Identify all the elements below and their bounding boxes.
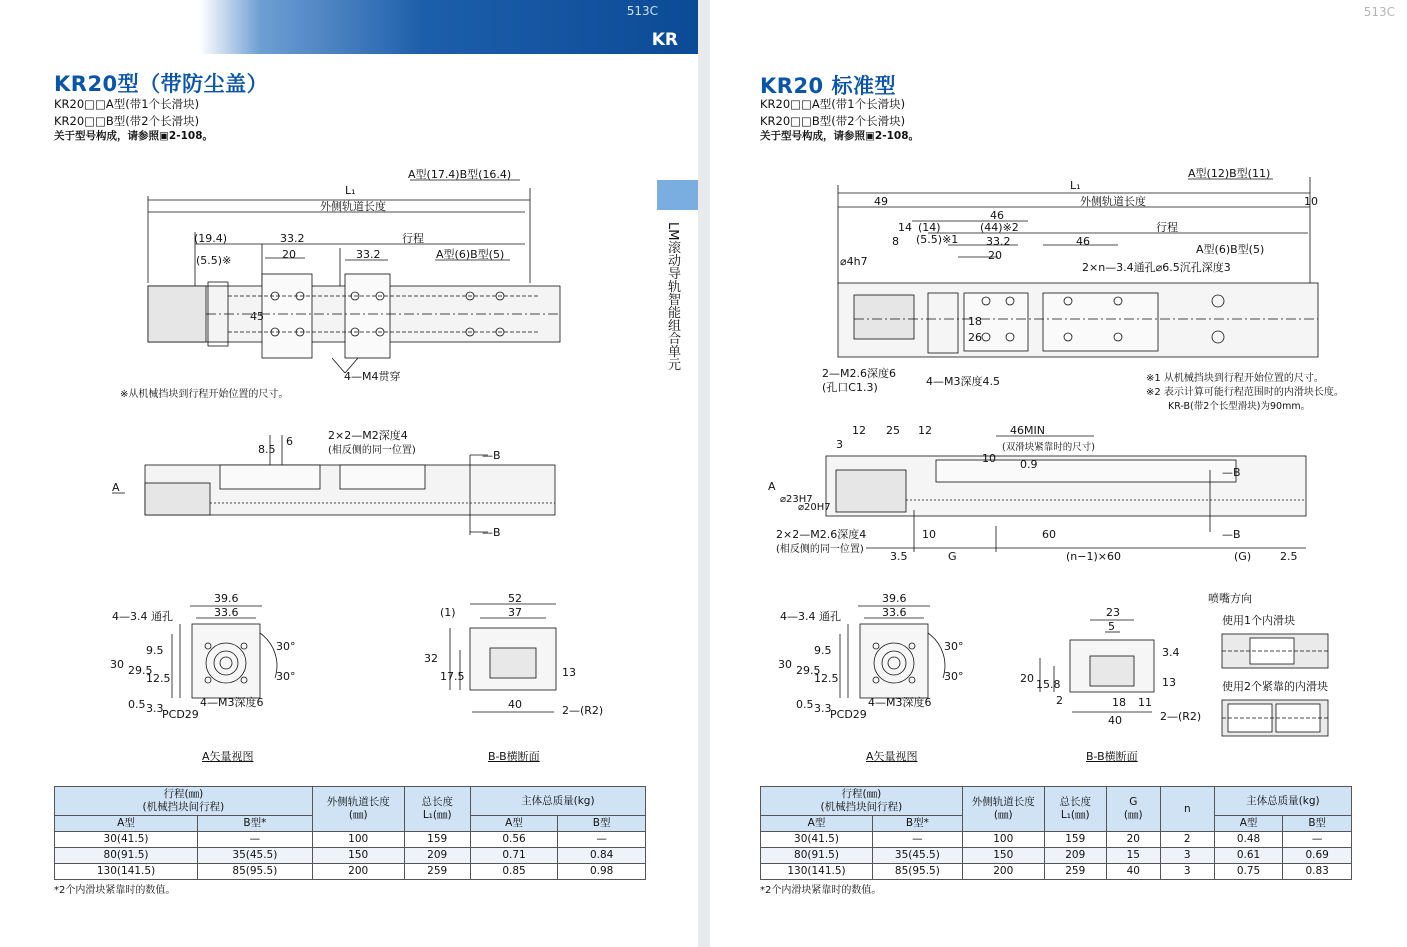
cell: 100: [962, 832, 1044, 848]
cell: 0.69: [1283, 848, 1352, 864]
cell: —: [1283, 832, 1352, 848]
spec-table: [760, 786, 1352, 880]
dim-m3: 4—M3深度4.5: [926, 375, 1000, 388]
plan-view-drawing: [818, 165, 1338, 395]
cell: 0.98: [558, 864, 646, 880]
right-page: [710, 0, 1407, 947]
b-dim-37: 37: [508, 606, 522, 619]
dim-ab-end: A型(17.4)B型(16.4): [408, 168, 512, 181]
a-dim-9-5: 9.5: [814, 644, 832, 657]
table-row: [761, 832, 1352, 848]
cell: 130(141.5): [55, 864, 198, 880]
cell: 15: [1106, 848, 1160, 864]
a-dim-30: 30: [110, 658, 124, 671]
b-dim-5: 5: [1108, 620, 1115, 633]
dim-rail-length: 外侧轨道长度: [1080, 195, 1146, 208]
cell: 85(95.5): [873, 864, 963, 880]
b-dim-18: 18: [1112, 696, 1126, 709]
b-dim-11: 11: [1138, 696, 1152, 709]
cell: 159: [404, 832, 470, 848]
dim-m2-holes: 2×2—M2深度4: [328, 429, 408, 442]
b-dim-40: 40: [508, 698, 522, 711]
a-dim-30: 30: [778, 658, 792, 671]
a-view-drawing: [100, 588, 310, 738]
cell: 0.71: [470, 848, 558, 864]
side-dim-2-5: 2.5: [1280, 550, 1298, 563]
section-b-bottom: —B: [482, 526, 501, 539]
table-footnote: *2个内滑块紧靠时的数值。: [760, 885, 882, 896]
cell: 200: [962, 864, 1044, 880]
a-dim-angle-2: 30°: [276, 670, 296, 683]
dim-46: 46: [1076, 235, 1090, 248]
th-mass-b: B型: [1283, 816, 1352, 832]
header-bar: [200, 0, 698, 54]
cell: 259: [1044, 864, 1106, 880]
cell: 0.48: [1214, 832, 1283, 848]
th-total-unit: L₁(㎜): [422, 809, 452, 821]
subtitle-b: KR20□□B型(带2个长滑块): [760, 114, 906, 128]
cell: 30(41.5): [761, 832, 873, 848]
dim-19-4: (19.4): [194, 232, 228, 245]
cell: 150: [962, 848, 1044, 864]
b-dim-r2: 2—(R2): [1160, 710, 1202, 723]
cell: 0.75: [1214, 864, 1283, 880]
nozzle-one-drawing: [1220, 630, 1330, 672]
cell: 2: [1160, 832, 1214, 848]
a-dim-through-hole: 4—3.4 通孔: [112, 610, 173, 623]
side-dim-20h7: ⌀20H7: [798, 502, 831, 513]
cell: 0.61: [1214, 848, 1283, 864]
cell: 259: [404, 864, 470, 880]
dim-m4: 4—M4贯穿: [344, 370, 401, 383]
b-dim-20: 20: [1020, 672, 1034, 685]
dim-counterbore: 2×n—3.4通孔⌀6.5沉孔深度3: [1082, 261, 1231, 274]
side-dim-10b: 10: [922, 528, 936, 541]
dim-rail-length: 外侧轨道长度: [320, 200, 386, 213]
nozzle-two-label: 使用2个紧靠的内滑块: [1222, 680, 1328, 693]
dim-l1: L₁: [1070, 179, 1081, 192]
b-dim-52: 52: [508, 592, 522, 605]
cell: 35(45.5): [198, 848, 313, 864]
th-stroke-label: 行程(㎜): [163, 788, 204, 800]
b-dim-1: (1): [440, 606, 456, 619]
a-dim-m3: 4—M3深度6: [200, 696, 264, 709]
b-dim-r2: 2—(R2): [562, 704, 604, 717]
cell: 3: [1160, 848, 1214, 864]
a-dim-12-5: 12.5: [814, 672, 839, 685]
b-dim-2: 2: [1056, 694, 1063, 707]
side-dim-25: 25: [886, 424, 900, 437]
a-dim-33-6: 33.6: [882, 606, 907, 619]
dim-stroke: 行程: [1156, 221, 1178, 234]
th-mass: 主体总质量(kg): [470, 787, 645, 816]
side-dim-60: 60: [1042, 528, 1056, 541]
a-dim-pcd29: PCD29: [830, 708, 867, 721]
model-reference: 关于型号构成，请参照▣2-108。: [760, 130, 920, 142]
dim-45: 45: [250, 310, 264, 323]
view-arrow-a: A: [768, 480, 776, 493]
th-rail: [962, 787, 1044, 832]
side-dim-12a: 12: [852, 424, 866, 437]
th-stroke-a: A型: [761, 816, 873, 832]
a-dim-pcd29: PCD29: [162, 708, 199, 721]
cell: 0.56: [470, 832, 558, 848]
b-dim-32: 32: [424, 652, 438, 665]
cell: 30(41.5): [55, 832, 198, 848]
dim-ab-start: A型(6)B型(5): [436, 248, 505, 261]
b-dim-23: 23: [1106, 606, 1120, 619]
a-dim-through-hole: 4—3.4 通孔: [780, 610, 841, 623]
dim-33-2-a: 33.2: [280, 232, 305, 245]
th-stroke-b: B型*: [198, 816, 313, 832]
th-rail-unit: (㎜): [348, 809, 368, 821]
cell: 0.84: [558, 848, 646, 864]
left-page: [0, 0, 698, 947]
th-rail-unit: (㎜): [993, 809, 1013, 821]
th-stroke-label: 行程(㎜): [841, 788, 882, 800]
a-dim-3-3: 3.3: [146, 702, 164, 715]
a-dim-39-6: 39.6: [882, 592, 907, 605]
side-dim-12b: 12: [918, 424, 932, 437]
th-rail-label: 外侧轨道长度: [326, 796, 390, 808]
cell: 209: [404, 848, 470, 864]
dim-49: 49: [874, 195, 888, 208]
dim-stroke: 行程: [402, 232, 424, 245]
side-dim-g-paren: (G): [1234, 550, 1252, 563]
dim-m2-opposite: (相反侧的同一位置): [328, 445, 416, 456]
a-dim-12-5: 12.5: [146, 672, 171, 685]
th-mass-b: B型: [558, 816, 646, 832]
b-dim-15-8: 15.8: [1036, 678, 1061, 691]
table-row: [55, 832, 646, 848]
dim-5-5: (5.5)※1: [916, 233, 959, 246]
dim-14: 14: [898, 221, 912, 234]
side-dim-opposite: (相反侧的同一位置): [776, 544, 864, 555]
side-dim-3-5: 3.5: [890, 550, 908, 563]
a-view-caption: A矢量视图: [202, 750, 254, 763]
plan-note-1: ※1 从机械挡块到行程开始位置的尺寸。: [1146, 373, 1324, 384]
model-reference: 关于型号构成，请参照▣2-108。: [54, 130, 214, 142]
table-row: [55, 848, 646, 864]
nozzle-two-drawing: [1220, 696, 1330, 742]
dim-20: 20: [282, 248, 296, 261]
section-b-bottom: —B: [1222, 528, 1241, 541]
dim-l1: L₁: [345, 184, 356, 197]
dim-ab-end: A型(12)B型(11): [1188, 167, 1271, 180]
cell: 130(141.5): [761, 864, 873, 880]
a-dim-angle-1: 30°: [276, 640, 296, 653]
table-row: [761, 848, 1352, 864]
cell: —: [198, 832, 313, 848]
th-mass-a: A型: [470, 816, 558, 832]
side-dim-10: 10: [982, 452, 996, 465]
cell: —: [873, 832, 963, 848]
bb-caption: B-B横断面: [1086, 750, 1138, 763]
subtitle-a: KR20□□A型(带1个长滑块): [54, 97, 200, 111]
a-dim-39-6: 39.6: [214, 592, 239, 605]
dim-6: 6: [286, 435, 293, 448]
subtitle-a: KR20□□A型(带1个长滑块): [760, 97, 906, 111]
page-gutter: [698, 0, 710, 947]
bb-section-drawing: [410, 590, 610, 730]
side-dim-46min: 46MIN: [1010, 424, 1045, 437]
cell: 0.83: [1283, 864, 1352, 880]
th-stroke: [55, 787, 313, 816]
page-code: 513C: [1363, 5, 1395, 19]
bb-section-drawing: [1010, 600, 1210, 740]
a-dim-9-5: 9.5: [146, 644, 164, 657]
side-view-drawing: [766, 420, 1326, 570]
cell: 3: [1160, 864, 1214, 880]
cell: 209: [1044, 848, 1106, 864]
side-label: LM滚动导轨智能组合单元: [665, 222, 680, 371]
cell: —: [558, 832, 646, 848]
a-dim-0-5: 0.5: [796, 698, 814, 711]
plan-note-2: ※2 表示计算可能行程范围时的内滑块长度。: [1146, 387, 1344, 398]
b-dim-40: 40: [1108, 714, 1122, 727]
side-dim-pitch: (n−1)×60: [1066, 550, 1121, 563]
cell: 85(95.5): [198, 864, 313, 880]
th-stroke-a: A型: [55, 816, 198, 832]
cell: 159: [1044, 832, 1106, 848]
dim-26: 26: [968, 331, 982, 344]
page-title: KR20型（带防尘盖）: [54, 72, 269, 96]
th-mass: 主体总质量(kg): [1214, 787, 1351, 816]
cell: 80(91.5): [55, 848, 198, 864]
th-total-label: 总长度: [421, 796, 453, 808]
th-total-label: 总长度: [1059, 796, 1092, 808]
dim-46-top: 46: [990, 209, 1004, 222]
cell: 150: [312, 848, 404, 864]
b-dim-3-4: 3.4: [1162, 646, 1180, 659]
side-dim-0-9: 0.9: [1020, 458, 1038, 471]
side-dim-g: G: [948, 550, 957, 563]
th-n: n: [1160, 787, 1214, 832]
a-dim-m3: 4—M3深度6: [868, 696, 932, 709]
th-total: [1044, 787, 1106, 832]
dim-44: (44)※2: [980, 221, 1019, 234]
plan-view-drawing: [120, 168, 570, 398]
nozzle-one-label: 使用1个内滑块: [1222, 614, 1295, 627]
cell: 100: [312, 832, 404, 848]
view-arrow-a: A: [112, 481, 120, 494]
th-stroke-sub: (机械挡块间行程): [820, 801, 903, 813]
page-title: KR20 标准型: [760, 74, 896, 98]
dim-10: 10: [1304, 195, 1318, 208]
page-code: 513C: [626, 4, 658, 18]
th-rail-label: 外侧轨道长度: [971, 796, 1035, 808]
a-dim-33-6: 33.6: [214, 606, 239, 619]
series-tag: KR: [651, 30, 678, 50]
th-stroke-b: B型*: [873, 816, 963, 832]
table-row: [55, 864, 646, 880]
a-dim-angle-1: 30°: [944, 640, 964, 653]
dim-chamfer: (孔口C1.3): [822, 381, 878, 394]
b-dim-13: 13: [1162, 676, 1176, 689]
side-view-drawing: [110, 425, 570, 555]
dim-shaft: ⌀4h7: [840, 255, 868, 268]
dim-18: 18: [968, 315, 982, 328]
dim-33-2-b: 33.2: [356, 248, 381, 261]
spec-table: [54, 786, 646, 880]
a-dim-3-3: 3.3: [814, 702, 832, 715]
bb-caption: B-B横断面: [488, 750, 540, 763]
side-dim-23h7: ⌀23H7: [780, 494, 813, 505]
cell: 20: [1106, 832, 1160, 848]
th-g-label: G: [1129, 796, 1138, 808]
side-tab: [657, 180, 698, 210]
dim-20: 20: [988, 249, 1002, 262]
th-rail: [312, 787, 404, 832]
dim-5-5: (5.5)※: [196, 254, 232, 267]
subtitle-b: KR20□□B型(带2个长滑块): [54, 114, 200, 128]
a-view-drawing: [768, 588, 978, 738]
a-dim-angle-2: 30°: [944, 670, 964, 683]
th-stroke: [761, 787, 963, 816]
side-dim-46min-note: (双滑块紧靠时的尺寸): [1002, 442, 1095, 453]
side-dim-m2-6: 2×2—M2.6深度4: [776, 528, 867, 541]
dim-8: 8: [892, 235, 899, 248]
dim-ab-start: A型(6)B型(5): [1196, 243, 1265, 256]
dim-8-5: 8.5: [258, 443, 276, 456]
table-row: [761, 864, 1352, 880]
dim-33-2: 33.2: [986, 235, 1011, 248]
cell: 0.85: [470, 864, 558, 880]
cell: 80(91.5): [761, 848, 873, 864]
b-dim-13: 13: [562, 666, 576, 679]
section-b-top: —B: [482, 449, 501, 462]
th-stroke-sub: (机械挡块间行程): [142, 801, 225, 813]
a-dim-0-5: 0.5: [128, 698, 146, 711]
dim-m2-6: 2—M2.6深度6: [822, 367, 896, 380]
section-b-top: —B: [1222, 466, 1241, 479]
th-mass-a: A型: [1214, 816, 1283, 832]
cell: 35(45.5): [873, 848, 963, 864]
table-footnote: *2个内滑块紧靠时的数值。: [54, 885, 176, 896]
th-total-unit: L₁(㎜): [1060, 809, 1090, 821]
th-total: [404, 787, 470, 832]
a-dim-29-5: 29.5: [128, 664, 153, 677]
cell: 40: [1106, 864, 1160, 880]
th-g-unit: (㎜): [1123, 809, 1143, 821]
a-view-caption: A矢量视图: [866, 750, 918, 763]
plan-note-3: KR-B(带2个长型滑块)为90mm。: [1168, 401, 1311, 412]
nozzle-title: 喷嘴方向: [1208, 592, 1252, 605]
cell: 200: [312, 864, 404, 880]
th-g: [1106, 787, 1160, 832]
b-dim-17-5: 17.5: [440, 670, 465, 683]
plan-view-note: ※从机械挡块到行程开始位置的尺寸。: [120, 389, 289, 400]
side-dim-3: 3: [836, 438, 843, 451]
dim-14-paren: (14): [918, 221, 941, 234]
a-dim-29-5: 29.5: [796, 664, 821, 677]
